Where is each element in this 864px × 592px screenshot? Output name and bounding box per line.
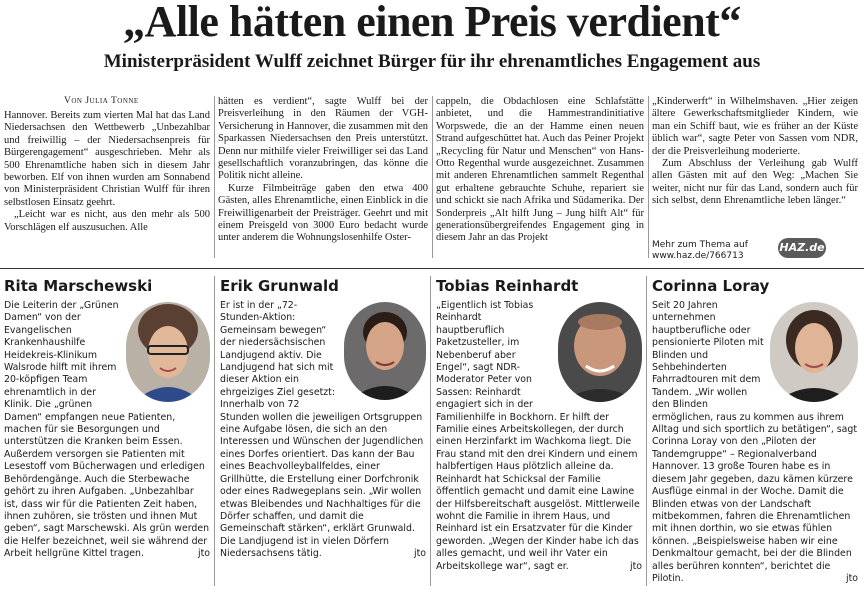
portrait-photo bbox=[770, 302, 858, 402]
author-signature: jto bbox=[629, 560, 642, 572]
section-divider bbox=[0, 268, 864, 269]
author-signature: jto bbox=[197, 548, 210, 560]
byline: Von Julia Tonne bbox=[64, 96, 139, 106]
column-divider bbox=[214, 96, 215, 258]
profile-body: Seit 20 Jahren unternehmen hauptberufliche oder pensionierte Piloten mit Blinden und Sehbehinderten Fahrradtouren mit dem Tandem. „Wir wollen den Blinden ermöglichen, raus zu kommen aus ihrem Alltag und sich sportlich zu betätigen“, sagt Corinna Loray von den „Piloten der Tandemgruppe“ – Regionalverband Hannover. 13 große Touren habe es in diesem Jahr gegeben, dazu kämen kürzere Ausflüge einmal in der Woche. Damit die Blinden etwas von der Landschaft mitbekommen, fahren die Ehrenamtlichen mit ihnen dorthin, wo sie etwas fühlen können. „Beispielsweise haben wir eine Denkmaltour gemacht, bei der die Blinden alles berühren konnten“, berichtet die Pilotin. bbox=[652, 300, 858, 584]
author-signature: jto bbox=[845, 572, 858, 584]
profile-name-corinna: Corinna Loray bbox=[652, 277, 770, 295]
article-column-3 bbox=[436, 96, 644, 260]
article-paragraph: hätten es verdient“, sagte Wulff bei der Preisverleihung in den Räumen der VGH-Versicherung in Hannover, die zusammen mit den Sparkassen Niedersachsen den Preis unterstützt. Denn nur mithilfe vieler Freiwilliger sei das Land gesellschaftlich voranzubringen, das könne die Politik nicht alleine. bbox=[218, 96, 428, 182]
profile-name-erik: Erik Grunwald bbox=[220, 277, 339, 295]
article-paragraph: Hannover. Bereits zum vierten Mal hat das Land Niedersachsen den Wettbewerb „Unbezahlbar und freiwillig – der Niedersachsenpreis für Bürgerengagement“ ausgeschrieben. Mehr als 500 Ehrenamtliche haben sich in diesem Jahr beworben. Elf von ihnen wurden am Sonnabend von Ministerpräsident Christian Wulff für ihren selbstlosen Einsatz geehrt. bbox=[4, 110, 210, 208]
haz-logo: HAZ.de bbox=[778, 238, 826, 258]
profile-text-rita bbox=[4, 300, 210, 590]
column-divider bbox=[430, 276, 431, 586]
profile-body: Er ist in der „72-Stunden-Aktion: Gemeinsam bewegen“ der niedersächsischen Landjugend aktiv. Die Landjugend hat sich mit dieser Aktion ein ehrgeiziges Ziel gesetzt: Innerhalb von 72 Stunden wollen die jeweiligen Ortsgruppen eine Aufgabe lösen, die sich an den Interessen und Wünschen der Jugendlichen eines Dorfes orientiert. Das kann der Bau eines Beachvolleyballfeldes, einer Grillhütte, die Erstellung einer Dorfchronik oder eines Radwegeplans sein. „Wir wollen etwas Bleibendes und Nachhaltiges für die Dörfer schaffen, und damit die Gemeinschaft stärken“, erklärt Grunwald. Die Landjugend ist in vielen Dörfern Niedersachsens tätig. bbox=[220, 300, 424, 560]
portrait-photo bbox=[126, 302, 210, 402]
profile-body: Die Leiterin der „Grünen Damen“ von der Evangelischen Krankenhaushilfe Heidekreis-Klinikum Walsrode hilft mit ihrem 20-köpfigen Team ehrenamtlich in der Klinik. Die „grünen Damen“ empfangen neue Patienten, machen für sie Besorgungen und unterstützen die Kranken beim Essen. Außerdem versorgen sie Patienten mit Lesestoff vom Bücherwagen und erledigen Behördengänge. Auch die Sterbewache gehört zu ihren Aufgaben. „Unbezahlbar ist, dass wir für die Patienten Zeit haben, ihnen zuhören, sie trösten und ihnen Mut geben“, sagt Marschewski. Als grün werden die Helfer bezeichnet, weil sie während der Arbeit hellgrüne Kittel tragen. bbox=[4, 300, 210, 560]
column-divider bbox=[648, 96, 649, 258]
portrait-photo bbox=[344, 302, 426, 400]
profile-text-tobias bbox=[436, 300, 642, 590]
subheadline: Ministerpräsident Wulff zeichnet Bürger für ihr ehrenamtliches Engagement aus bbox=[103, 51, 761, 72]
profile-text-erik bbox=[220, 300, 426, 590]
column-divider bbox=[214, 276, 215, 586]
article-paragraph: Kurze Filmbeiträge gaben den etwa 400 Gästen, alles Ehrenamtliche, einen Einblick in die Freiwilligenarbeit der Preisträger. Geehrt und mit einem Preisgeld von 3000 Euro bedacht wurde unter anderem die Wohnungslosenhilfe Oster- bbox=[218, 182, 428, 244]
headline: „Alle hätten einen Preis verdient“ bbox=[123, 0, 741, 46]
more-label: Mehr zum Thema auf bbox=[652, 240, 748, 250]
article-column-1 bbox=[4, 110, 210, 260]
article-paragraph: cappeln, die Obdachlosen eine Schlafstätte anbietet, und die Hammestrandinitiative Worpswede, die an der Hamme einen neuen Strand aufgeschüttet hat. Auch das Peiner Projekt „Recycling für Natur und Menschen“ von Hans-Otto Regenthal wurde ausgezeichnet. Zusammen mit anderen Ehrenamtlichen sammelt Regenthal gut erhaltene gebrauchte Schuhe, repariert sie und schickt sie nach Afrika und Südamerika. Der Sonderpreis „Alt hilft Jung – Jung hilft Alt“ für generationsübergreifendes Engagement ging in diesem Jahr an das Projekt bbox=[436, 96, 644, 244]
article-paragraph: „Leicht war es nicht, aus den mehr als 500 Vorschlägen elf auszusuchen. Alle bbox=[4, 209, 210, 233]
article-column-4 bbox=[652, 96, 858, 236]
column-divider bbox=[646, 276, 647, 586]
article-column-2 bbox=[218, 96, 428, 260]
article-paragraph: Zum Abschluss der Verleihung gab Wulff allen Gästen mit auf den Weg: „Machen Sie weiter, nicht nur für das Land, sondern auch für sich selbst, denn Ehrenamtliche leben länger.“ bbox=[652, 158, 858, 207]
more-link-box bbox=[652, 240, 748, 262]
portrait-photo bbox=[558, 302, 642, 402]
author-signature: jto bbox=[413, 548, 426, 560]
more-link[interactable]: www.haz.de/766713 bbox=[652, 251, 744, 261]
profile-body: „Eigentlich ist Tobias Reinhardt hauptberuflich Paketzusteller, im Nebenberuf aber Engel“, sagt NDR-Moderator Peter von Sassen: Reinhardt engagiert sich in der Familienhilfe in Bockhorn. Er hilft der Familie eines Arbeitskollegen, der durch einen Herzinfarkt im Wachkoma liegt. Die Frau stand mit den drei Kindern und einem halbfertigen Haus plötzlich alleine da. Reinhardt hat Schicksal der Familie öffentlich gemacht und damit eine Lawine der Hilfsbereitschaft ausgelöst. Mittlerweile wohnt die Familie in ihrem Haus, und Reinhard ist ein Ersatzvater für die Kinder geworden. „Wegen der Kinder habe ich das alles gemacht, und weil ihr Vater ein Arbeitskollege war“, sagt er. bbox=[436, 300, 640, 572]
profile-name-tobias: Tobias Reinhardt bbox=[436, 277, 579, 295]
profile-name-rita: Rita Marschewski bbox=[4, 277, 153, 295]
profile-text-corinna bbox=[652, 300, 858, 590]
column-divider bbox=[432, 96, 433, 258]
article-paragraph: „Kinderwerft“ in Wilhelmshaven. „Hier zeigen ältere Gewerkschaftsmitglieder Kindern, wie man ein Schiff baut, wie es früher an der Küste üblich war“, sagte Peter von Sassen vom NDR, der die Preisverleihung moderierte. bbox=[652, 96, 858, 157]
